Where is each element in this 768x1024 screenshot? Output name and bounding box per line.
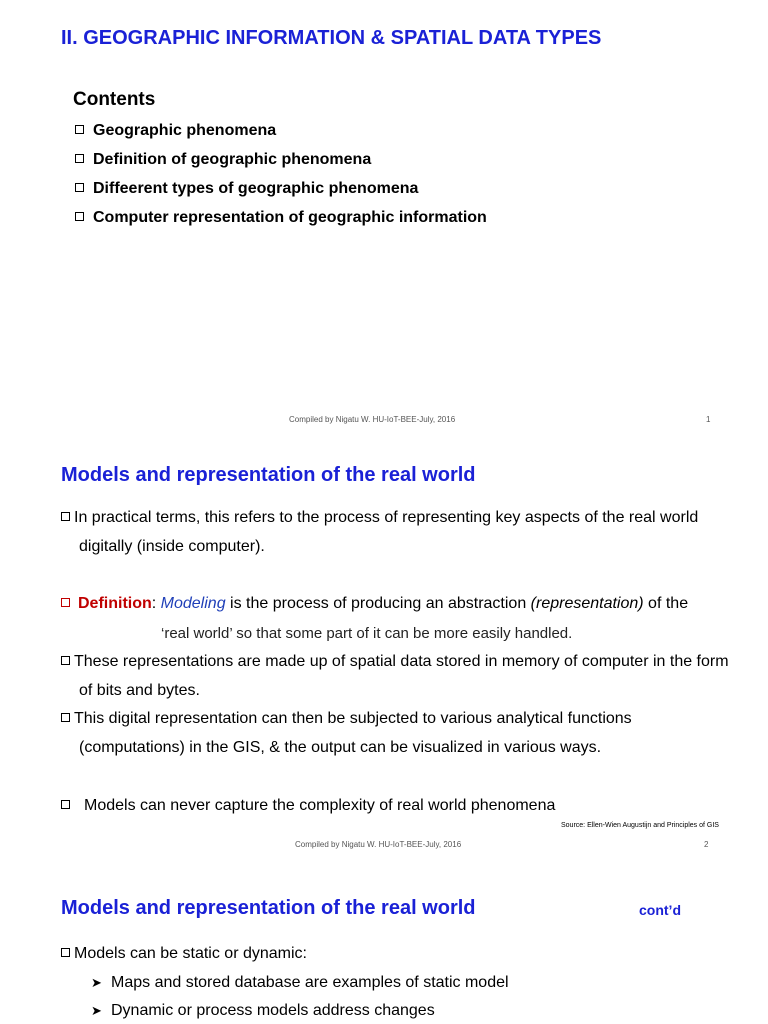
paragraph: [61, 653, 729, 671]
checkbox-bullet-icon: [61, 512, 70, 521]
paragraph-text: These representations are made up of spatial data stored in memory of computer in the form: [74, 653, 729, 670]
paragraph-continuation: of bits and bytes.: [79, 682, 200, 699]
paragraph: [61, 509, 698, 527]
sub-list-item: [91, 1002, 435, 1020]
paragraph-continuation: (computations) in the GIS, & the output can be visualized in various ways.: [79, 739, 602, 756]
paragraph-text: In practical terms, this refers to the process of representing key aspects of the real world: [74, 509, 699, 526]
checkbox-bullet-icon: [61, 656, 70, 665]
definition-label: Definition: [78, 595, 152, 612]
slide2-title: Models and representation of the real world: [61, 464, 476, 486]
definition-continuation: ‘real world’ so that some part of it can be more easily handled.: [161, 625, 573, 642]
definition-term: Modeling: [160, 595, 226, 612]
paragraph: [61, 945, 307, 963]
paragraph-text: This digital representation can then be subjected to various analytical functions: [74, 710, 632, 727]
definition-text: is the process of producing an abstraction: [225, 595, 531, 612]
slide1-title: II. GEOGRAPHIC INFORMATION & SPATIAL DATA TYPES: [61, 27, 602, 49]
checkbox-bullet-icon: [61, 713, 70, 722]
checkbox-bullet-icon: [61, 800, 70, 809]
toc-item: [75, 151, 371, 169]
checkbox-bullet-icon: [75, 183, 84, 192]
slide2-footer: Compiled by Nigatu W. HU-IoT-BEE-July, 2016: [295, 840, 462, 849]
checkbox-bullet-icon: [75, 125, 84, 134]
checkbox-bullet-icon: [61, 948, 70, 957]
slide2-page-number: 2: [704, 840, 709, 849]
sub-list-item: [91, 974, 509, 992]
checkbox-bullet-icon: [61, 598, 70, 607]
slide1-page-number: 1: [706, 415, 711, 424]
toc-item: [75, 180, 418, 198]
definition-paragraph: [61, 595, 688, 613]
contents-heading: Contents: [73, 89, 156, 110]
arrow-bullet-icon: ➤: [91, 1003, 102, 1018]
paragraph: [61, 710, 632, 728]
toc-item-label: Geographic phenomena: [93, 122, 277, 139]
toc-item: [75, 122, 276, 140]
checkbox-bullet-icon: [75, 154, 84, 163]
slide1-footer: Compiled by Nigatu W. HU-IoT-BEE-July, 2016: [289, 415, 456, 424]
source-note: Source: Ellen-Wien Augustijn and Principles of GIS: [561, 822, 719, 829]
paragraph-continuation: digitally (inside computer).: [79, 538, 265, 555]
arrow-bullet-icon: ➤: [91, 975, 102, 990]
toc-item-label: Diffeerent types of geographic phenomena: [93, 180, 419, 197]
sub-list-text: Maps and stored database are examples of static model: [111, 974, 509, 991]
paragraph-text: Models can be static or dynamic:: [74, 945, 307, 962]
paragraph-text: Models can never capture the complexity of real world phenomena: [84, 797, 556, 814]
checkbox-bullet-icon: [75, 212, 84, 221]
definition-colon: :: [151, 595, 161, 612]
toc-item-label: Definition of geographic phenomena: [93, 151, 372, 168]
continued-label: cont’d: [639, 902, 681, 918]
toc-item-label: Computer representation of geographic information: [93, 209, 487, 226]
sub-list-text: Dynamic or process models address changes: [111, 1002, 435, 1019]
slide3-title: Models and representation of the real world: [61, 897, 476, 919]
toc-item: [75, 209, 487, 227]
paragraph: [61, 797, 555, 815]
definition-parenthetical: (representation): [530, 595, 644, 612]
definition-text-end: of the: [643, 595, 689, 612]
